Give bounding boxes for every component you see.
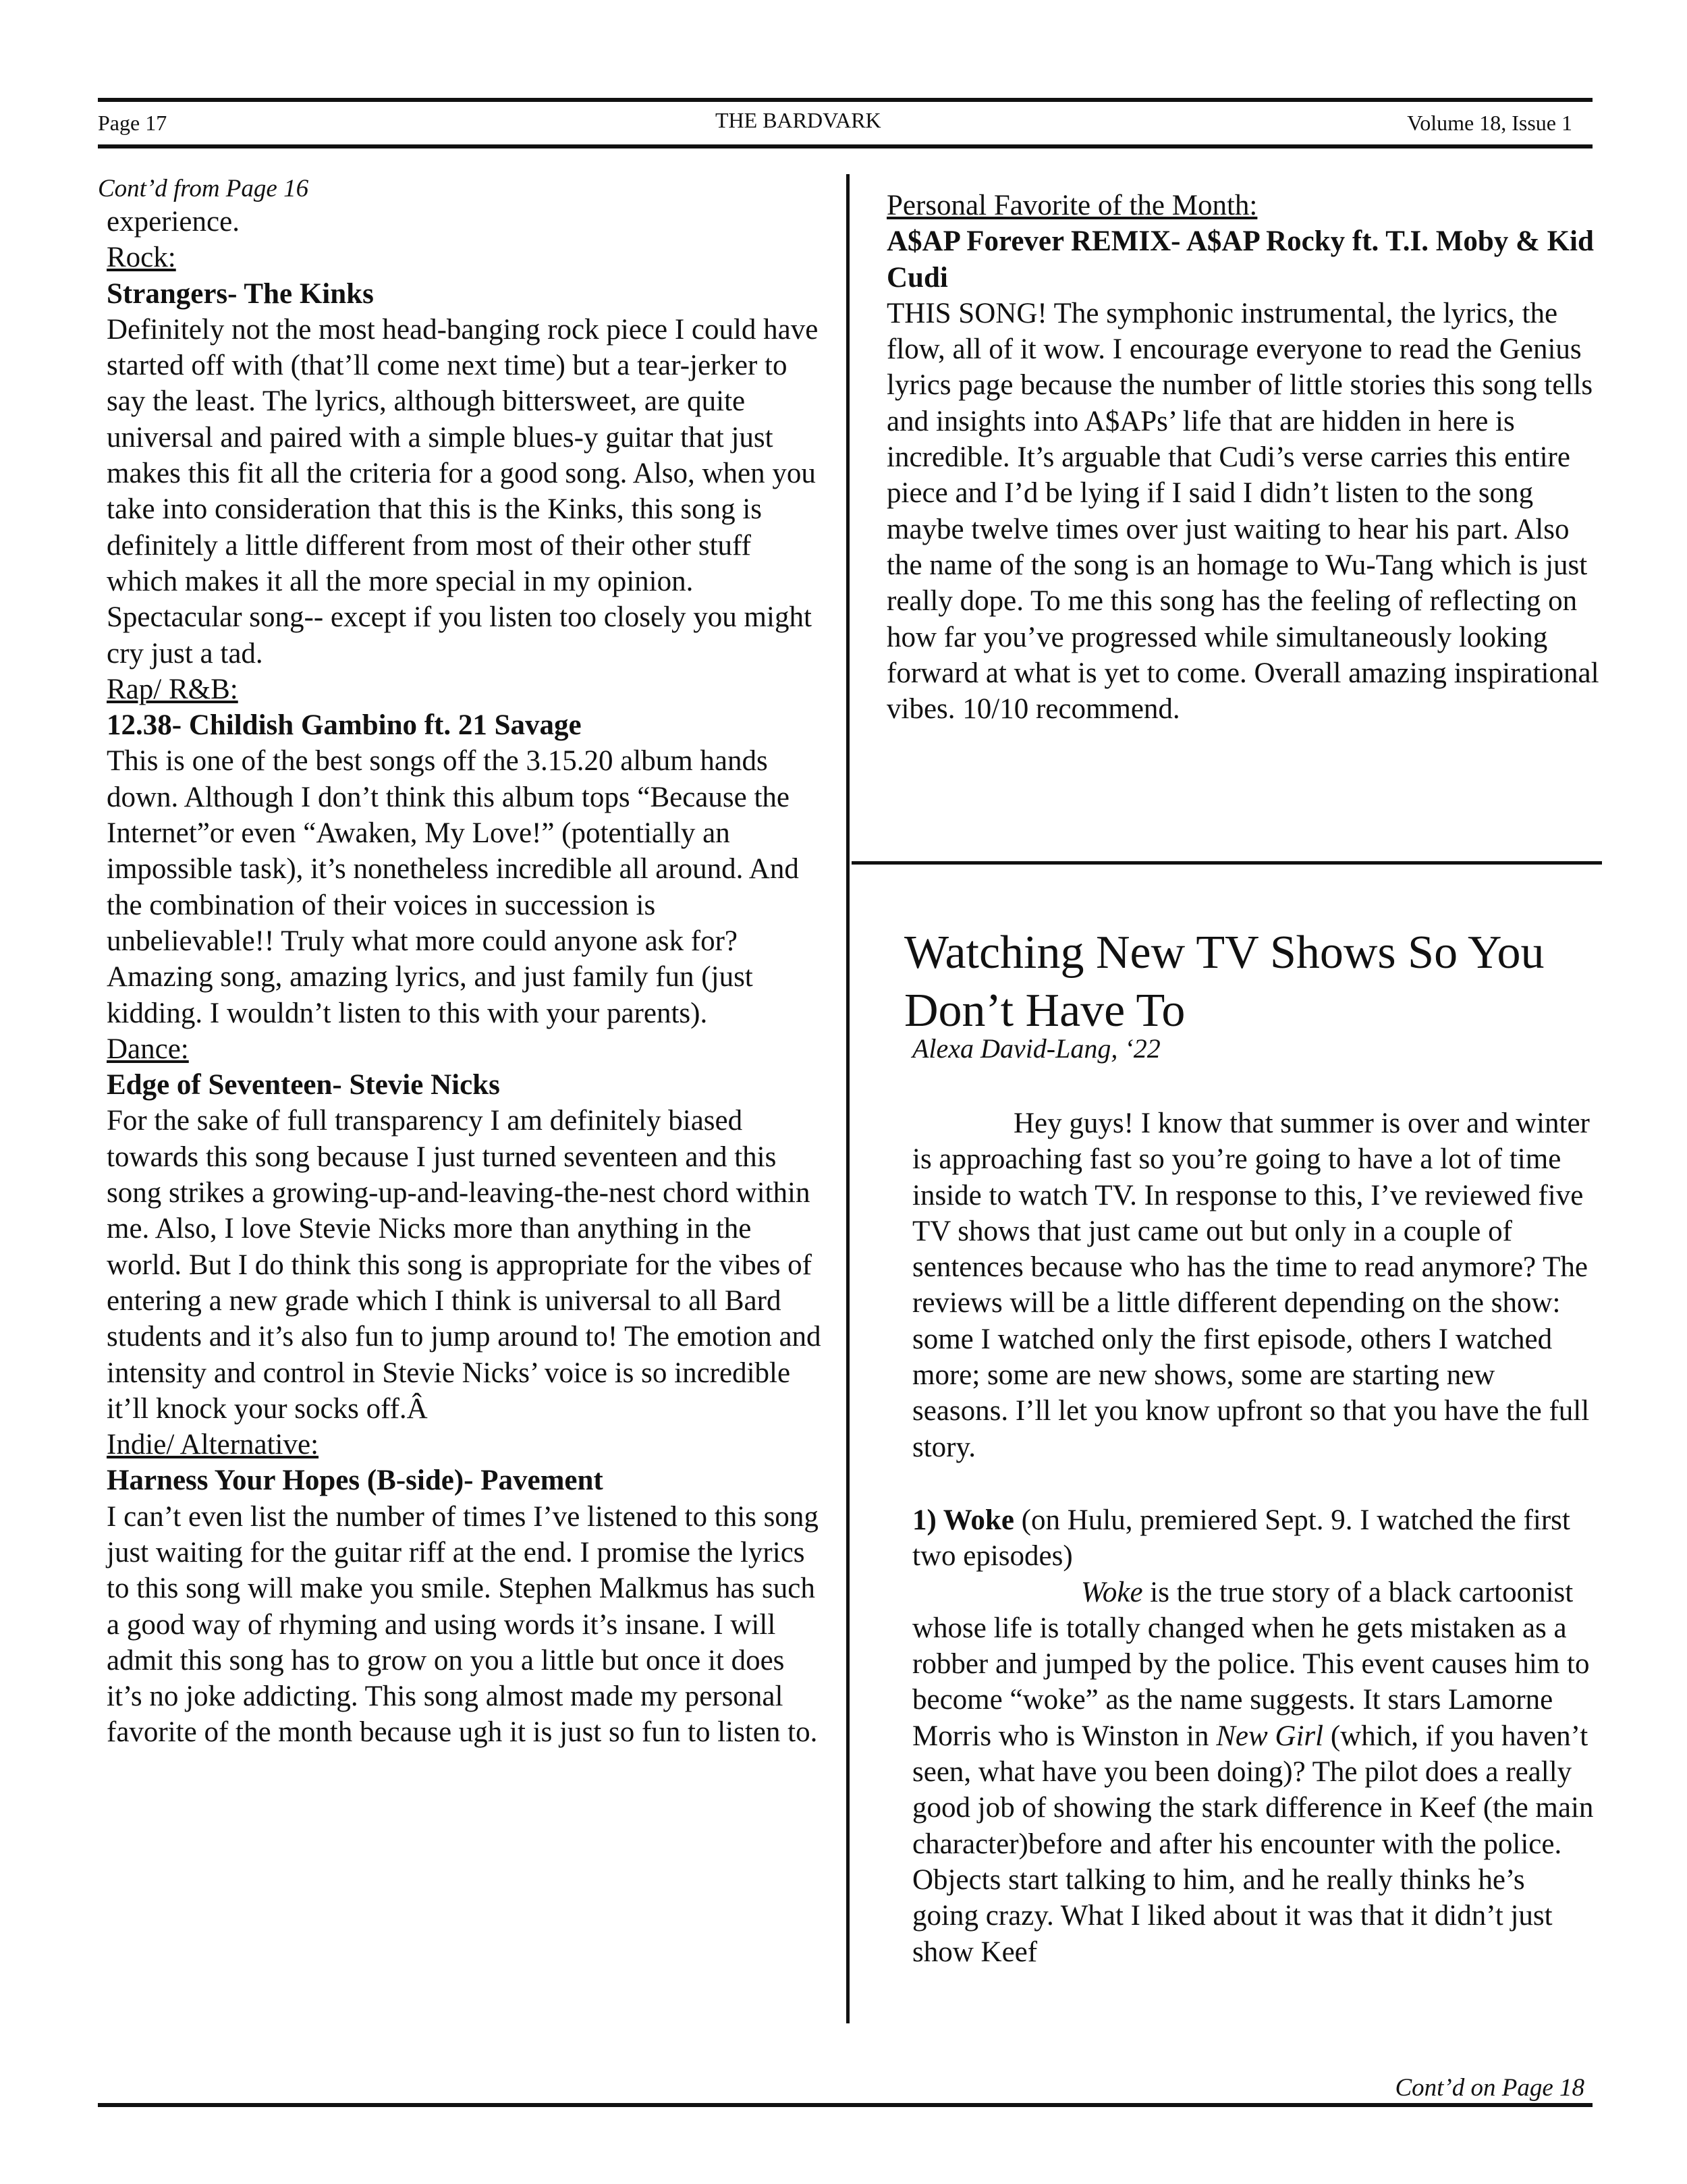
show-1-reference: New Girl [1216,1720,1324,1752]
show-1-text-a: is the true story of a black cartoonist whose life is totally changed when he gets mistaken as a robber and jumped by the police. This event causes him to become “woke” as the name suggests. It stars Lamorne Morris who is Winston in [912,1576,1590,1752]
dance-heading: Dance: [107,1033,189,1065]
dance-review: For the sake of full transparency I am definitely biased towards this song because I just turned seventeen and this song strikes a growing-up-and-leaving-the-nest chord within me. Also, I love Stevie Nicks more than anything in the world. But I do think this song is appropriate for the vibes of entering a new grade which I think is universal to all Bard students and it’s also fun to jump around to! The emotion and intensity and control in Stevie Nicks’ voice is so incredible it’ll knock your socks off.Â [107,1105,821,1425]
indie-heading: Indie/ Alternative: [107,1429,319,1461]
music-reviews-column [107,204,822,1751]
indie-review: I can’t even list the number of times I’ve listened to this song just waiting for the guitar riff at the end. I promise the lyrics to this song will make you smile. Stephen Malkmus has such a good way of rhyming and using words it’s insane. I will admit this song has to grow on you a little but once it does it’s no joke addicting. This song almost made my personal favorite of the month because ugh it is just so fun to listen to. [107,1500,819,1749]
rock-heading: Rock: [107,242,176,274]
continued-from-label: Cont’d from Page 16 [98,175,309,202]
favorite-song: A$AP Forever REMIX- A$AP Rocky ft. T.I. Moby & Kid Cudi [887,225,1594,294]
show-1-text-b: (which, if you haven’t seen, what have you been doing)? The pilot does a really good job of showing the stark difference in Keef (the main character)before and after his encounter with the police. Objects start talking to him, and he really thinks he’s going crazy. What I liked about it was that it didn’t just show Keef [912,1720,1594,1968]
show-1-heading [912,1502,1594,1575]
dance-song: Edge of Seventeen- Stevie Nicks [107,1069,500,1101]
tv-article-body [912,1105,1594,1970]
volume-issue: Volume 18, Issue 1 [1407,111,1572,135]
show-1-label: 1) Woke [912,1504,1014,1536]
rap-song: 12.38- Childish Gambino ft. 21 Savage [107,709,582,742]
article-title: Watching New TV Shows So You Don’t Have To [904,926,1545,1037]
rap-heading: Rap/ R&B: [107,673,238,705]
header-bottom-rule [98,144,1593,148]
favorite-section [887,188,1602,727]
show-1-name: Woke [1081,1576,1143,1608]
paragraph-gap [912,1465,1594,1502]
article-intro: Hey guys! I know that summer is over and winter is approaching fast so you’re going to have a lot of time inside to watch TV. In response to this, I’ve reviewed five TV shows that just came out but only in a couple of sentences because who has the time to read anymore? The reviews will be a little different depending on the show: some I watched only the first episode, others I watched more; some are new shows, some are starting new seasons. I’ll let you know upfront so that you have the full story. [912,1108,1590,1463]
footer-rule [98,2103,1593,2107]
newsletter-title: THE BARDVARK [715,108,881,132]
continued-on-label: Cont’d on Page 18 [1395,2074,1584,2102]
section-rule [852,861,1602,865]
rock-song: Strangers- The Kinks [107,277,374,310]
show-1-info: (on Hulu, premiered Sept. 9. I watched the first two episodes) [912,1504,1570,1573]
rock-review: Definitely not the most head-banging rock piece I could have started off with (that’ll come next time) but a tear-jerker to say the least. The lyrics, although bittersweet, are quite universal and paired with a simple blues-y guitar that just makes this fit all the criteria for a good song. Also, when you take into consideration that this is the Kinks, this song is definitely a little different from most of their other stuff which makes it all the more special in my opinion. Spectacular song-- except if you listen too closely you might cry just a tad. [107,313,819,670]
column-divider [846,174,850,2023]
article-byline: Alexa David-Lang, ‘22 [912,1033,1161,1064]
rap-review: This is one of the best songs off the 3.15.20 album hands down. Although I don’t think this album tops “Because the Internet”or even “Awaken, My Love!” (potentially an impossible task), it’s nonetheless incredible all around. And the combination of their voices in succession is unbelievable!! Truly what more could anyone ask for? Amazing song, amazing lyrics, and just family fun (just kidding. I wouldn’t listen to this with your parents). [107,745,799,1029]
intro-tail: experience. [107,206,240,238]
show-1-review [912,1575,1594,1970]
indie-song: Harness Your Hopes (B-side)- Pavement [107,1465,603,1497]
favorite-heading: Personal Favorite of the Month: [887,190,1258,221]
page-number: Page 17 [98,111,167,135]
header-top-rule [98,98,1593,102]
favorite-review: THIS SONG! The symphonic instrumental, the lyrics, the flow, all of it wow. I encourage everyone to read the Genius lyrics page because the number of little stories this song tells and insights into A$APs’ life that are hidden in here is incredible. It’s arguable that Cudi’s verse carries this entire piece and I’d be lying if I said I didn’t listen to the song maybe twelve times over just waiting to hear his part. Also the name of the song is an homage to Wu-Tang which is just really dope. To me this song has the feeling of reflecting on how far you’ve progressed while simultaneously looking forward at what is yet to come. Overall amazing inspirational vibes. 10/10 recommend. [887,297,1599,726]
